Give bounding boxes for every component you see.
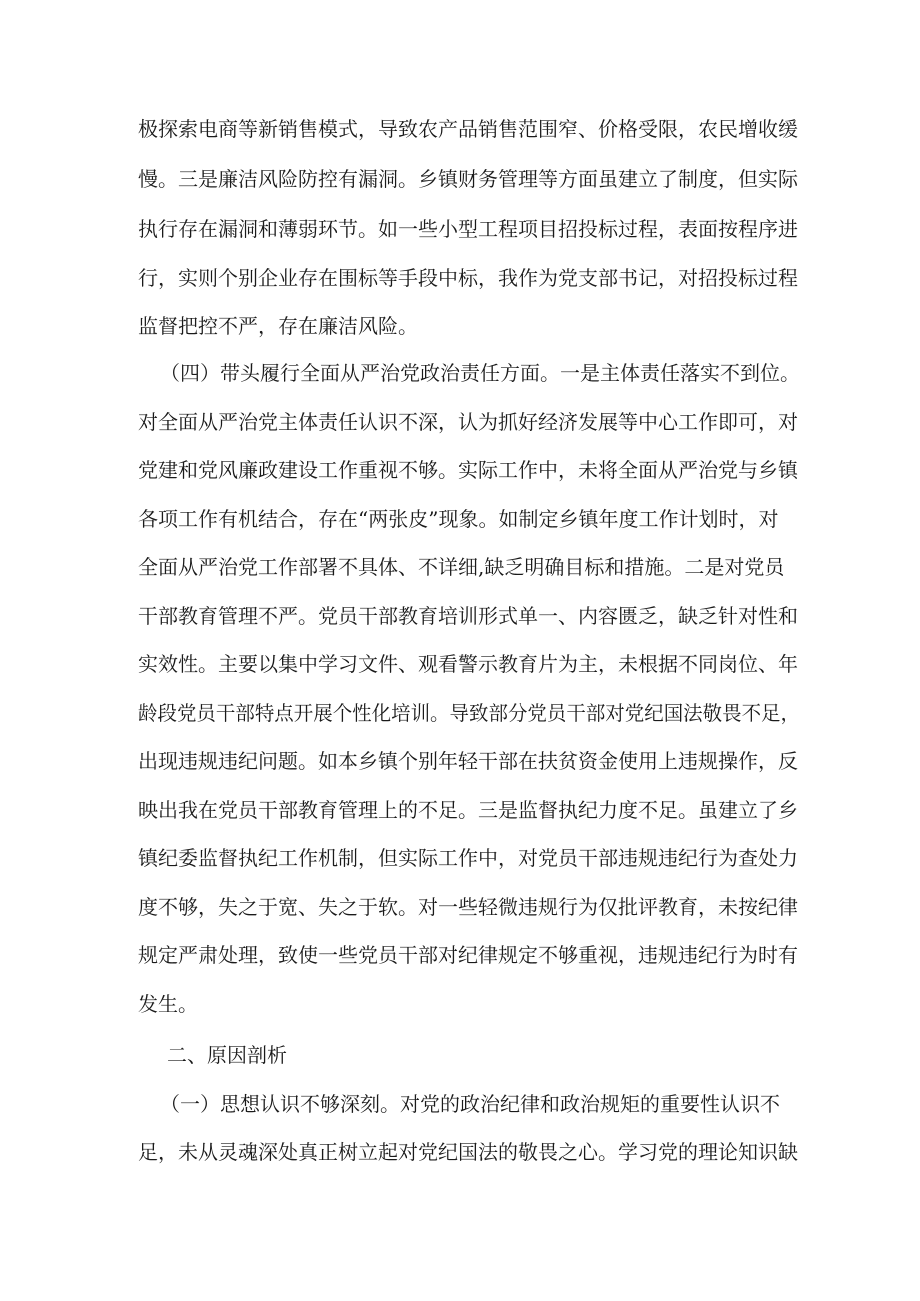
line-text: 足，未从灵魂深处真正树立起对党纪国法的敬畏之心。学习党的理论知识缺	[138, 1140, 798, 1164]
line-text: 执行存在漏洞和薄弱环节。如一些小型工程项目招投标过程，表面按程序进	[138, 217, 798, 241]
line-text: 慢。三是廉洁风险防控有漏洞。乡镇财务管理等方面虽建立了制度，但实际	[138, 167, 798, 191]
text-line	[0, 255, 920, 301]
text-line	[0, 399, 920, 445]
text-line	[0, 981, 920, 1027]
line-text: 镇纪委监督执纪工作机制，但实际工作中，对党员干部违规违纪行为查处力	[138, 846, 798, 870]
text-line	[0, 593, 920, 639]
line-text: 全面从严治党工作部署不具体、不详细,缺乏明确目标和措施。二是对党员	[138, 555, 785, 579]
text-line	[0, 690, 920, 736]
line-text: 干部教育管理不严。党员干部教育培训形式单一、内容匮乏，缺乏针对性和	[138, 604, 798, 628]
text-line	[0, 738, 920, 784]
line-text: 映出我在党员干部教育管理上的不足。三是监督执纪力度不足。虽建立了乡	[138, 798, 798, 822]
text-line	[0, 787, 920, 833]
line-text: 龄段党员干部特点开展个性化培训。导致部分党员干部对党纪国法敬畏不足，	[138, 701, 800, 725]
line-text: （一）思想认识不够深刻。对党的政治纪律和政治规矩的重要性认识不	[160, 1092, 780, 1116]
line-text: 规定严肃处理，致使一些党员干部对纪律规定不够重视，违规违纪行为时有	[138, 943, 798, 967]
text-line	[0, 350, 920, 396]
text-line	[0, 1129, 920, 1175]
line-text: 对全面从严治党主体责任认识不深，认为抓好经济发展等中心工作即可，对	[138, 410, 798, 434]
text-line	[0, 641, 920, 687]
text-line	[0, 932, 920, 978]
line-text: 各项工作有机结合，存在“两张皮”现象。如制定乡镇年度工作计划时，对	[138, 507, 779, 531]
line-text: 出现违规违纪问题。如本乡镇个别年轻干部在扶贫资金使用上违规操作，反	[138, 749, 798, 773]
line-text: 监督把控不严，存在廉洁风险。	[138, 314, 418, 338]
text-line	[0, 835, 920, 881]
line-text: 实效性。主要以集中学习文件、观看警示教育片为主，未根据不同岗位、年	[138, 652, 798, 676]
line-text: 发生。	[138, 992, 198, 1016]
line-text: 行，实则个别企业存在围标等手段中标，我作为党支部书记，对招投标过程	[138, 266, 798, 290]
text-line	[0, 106, 920, 152]
text-line	[0, 496, 920, 542]
line-text: 度不够，失之于宽、失之于软。对一些轻微违规行为仅批评教育，未按纪律	[138, 895, 798, 919]
text-line	[0, 544, 920, 590]
text-line	[0, 1081, 920, 1127]
text-line	[0, 447, 920, 493]
text-line	[0, 156, 920, 202]
section-heading	[0, 1032, 920, 1078]
line-text: 党建和党风廉政建设工作重视不够。实际工作中，未将全面从严治党与乡镇	[138, 458, 798, 482]
text-line	[0, 206, 920, 252]
text-line	[0, 303, 920, 349]
section-heading-text: 二、原因剖析	[167, 1043, 287, 1067]
line-text: （四）带头履行全面从严治党政治责任方面。一是主体责任落实不到位。	[160, 361, 800, 385]
text-line	[0, 884, 920, 930]
line-text: 极探索电商等新销售模式，导致农产品销售范围窄、价格受限，农民增收缓	[138, 117, 798, 141]
